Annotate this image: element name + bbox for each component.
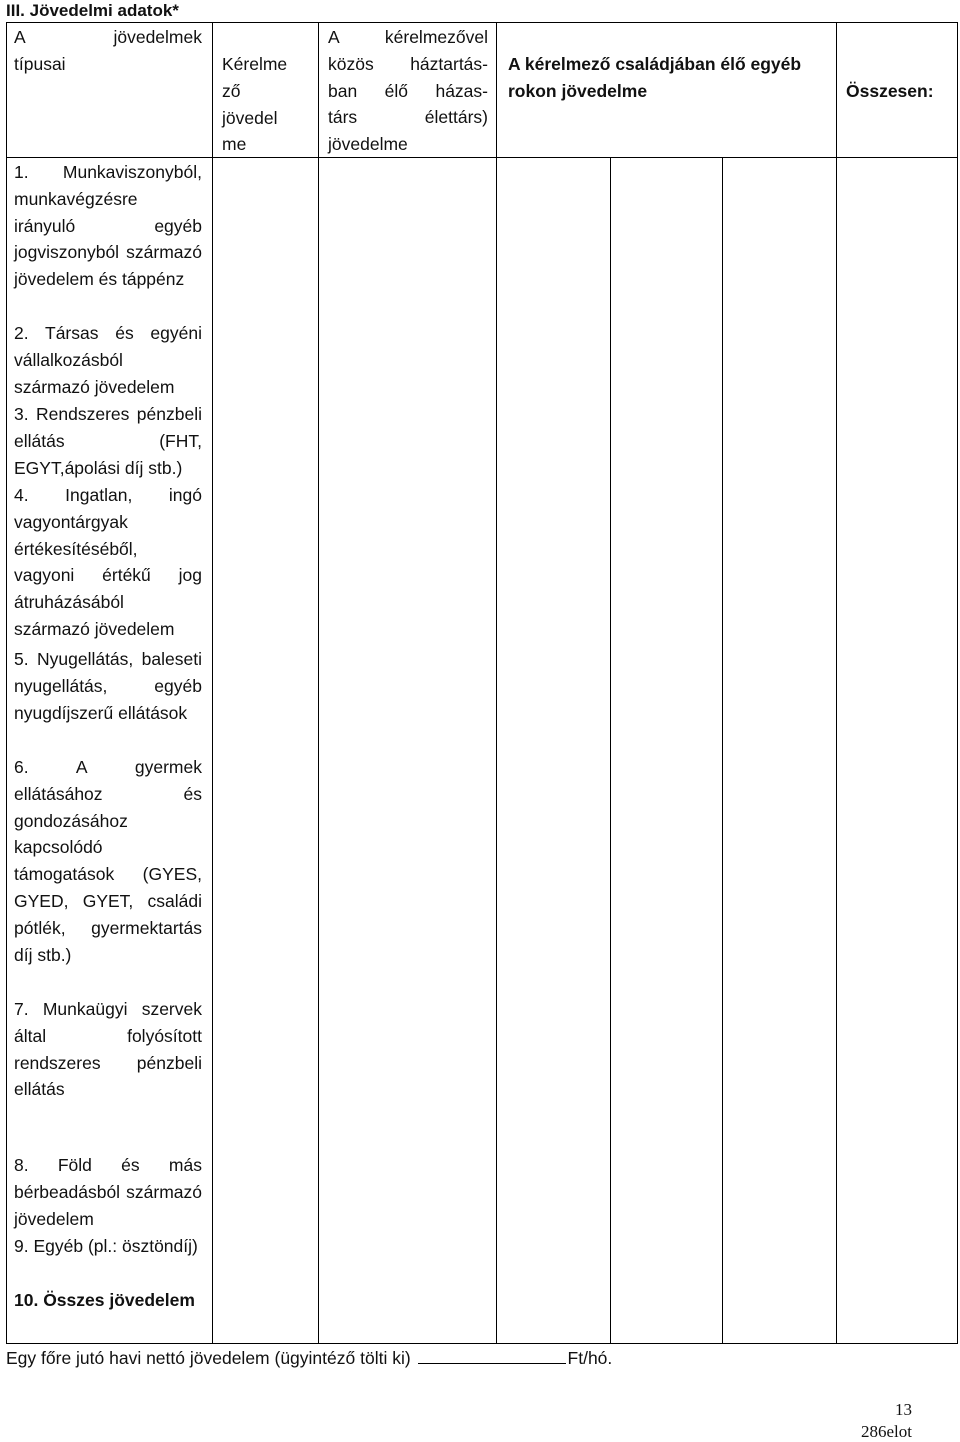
- row-label-8: 8. Föld és más bérbeadásból származó jövedelem: [14, 1155, 202, 1229]
- col-divider-4: [836, 22, 837, 1344]
- per-capita-income-line: [6, 1347, 612, 1369]
- row-label-5: 5. Nyugellátás, baleseti nyugellátás, egyéb nyugdíjszerű ellátások: [14, 649, 202, 723]
- col-divider-1: [212, 22, 213, 1344]
- row-label-9: 9. Egyéb (pl.: ösztöndíj): [14, 1236, 198, 1256]
- row-label-1: 1. Munkaviszonyból, munkavégzésre irányuló egyéb jogviszonyból származó jövedelem és táppénz: [14, 162, 202, 290]
- row-label-7: 7. Munkaügyi szervek által folyósított rendszeres pénzbeli ellátás: [14, 999, 202, 1100]
- per-capita-unit: Ft/hó.: [567, 1348, 613, 1368]
- header-applicant-income: Kérelme ző jövedel me: [222, 54, 288, 155]
- per-capita-amount-field[interactable]: [418, 1347, 566, 1364]
- header-spouse-income: A kérelmezővel közös háztartás- ban élő házas- társ élettárs) jövedelme: [328, 27, 488, 155]
- col-divider-2: [318, 22, 319, 1344]
- col-divider-3: [496, 22, 497, 1344]
- section-title: III. Jövedelmi adatok*: [6, 1, 179, 20]
- table-border-top: [6, 22, 958, 23]
- table-border-right: [957, 22, 958, 1344]
- row-label-4: 4. Ingatlan, ingó vagyontárgyak értékesítéséből, vagyoni értékű jog átruházásából származó jövedelem: [14, 485, 202, 639]
- header-relatives-income: A kérelmező családjában élő egyéb rokon jövedelme: [508, 54, 802, 101]
- page-number: 13: [895, 1400, 912, 1419]
- header-income-type: A jövedelmek típusai: [14, 27, 202, 74]
- rel-divider-2: [722, 157, 723, 1344]
- row-label-10: 10. Összes jövedelem: [14, 1290, 195, 1310]
- per-capita-label: Egy főre jutó havi nettó jövedelem (ügyintéző tölti ki): [6, 1348, 411, 1368]
- table-border-bottom: [6, 1343, 958, 1344]
- document-code: 286elot: [861, 1422, 912, 1441]
- table-border-left: [6, 22, 7, 1344]
- header-total: Összesen:: [846, 81, 934, 101]
- rel-divider-1: [610, 157, 611, 1344]
- row-label-2: 2. Társas és egyéni vállalkozásból származó jövedelem: [14, 323, 202, 397]
- row-label-3: 3. Rendszeres pénzbeli ellátás (FHT, EGYT,ápolási díj stb.): [14, 404, 202, 478]
- row-label-6: 6. A gyermek ellátásához és gondozásához kapcsolódó támogatások (GYES, GYED, GYET, családi pótlék, gyermektartás díj stb.): [14, 757, 202, 965]
